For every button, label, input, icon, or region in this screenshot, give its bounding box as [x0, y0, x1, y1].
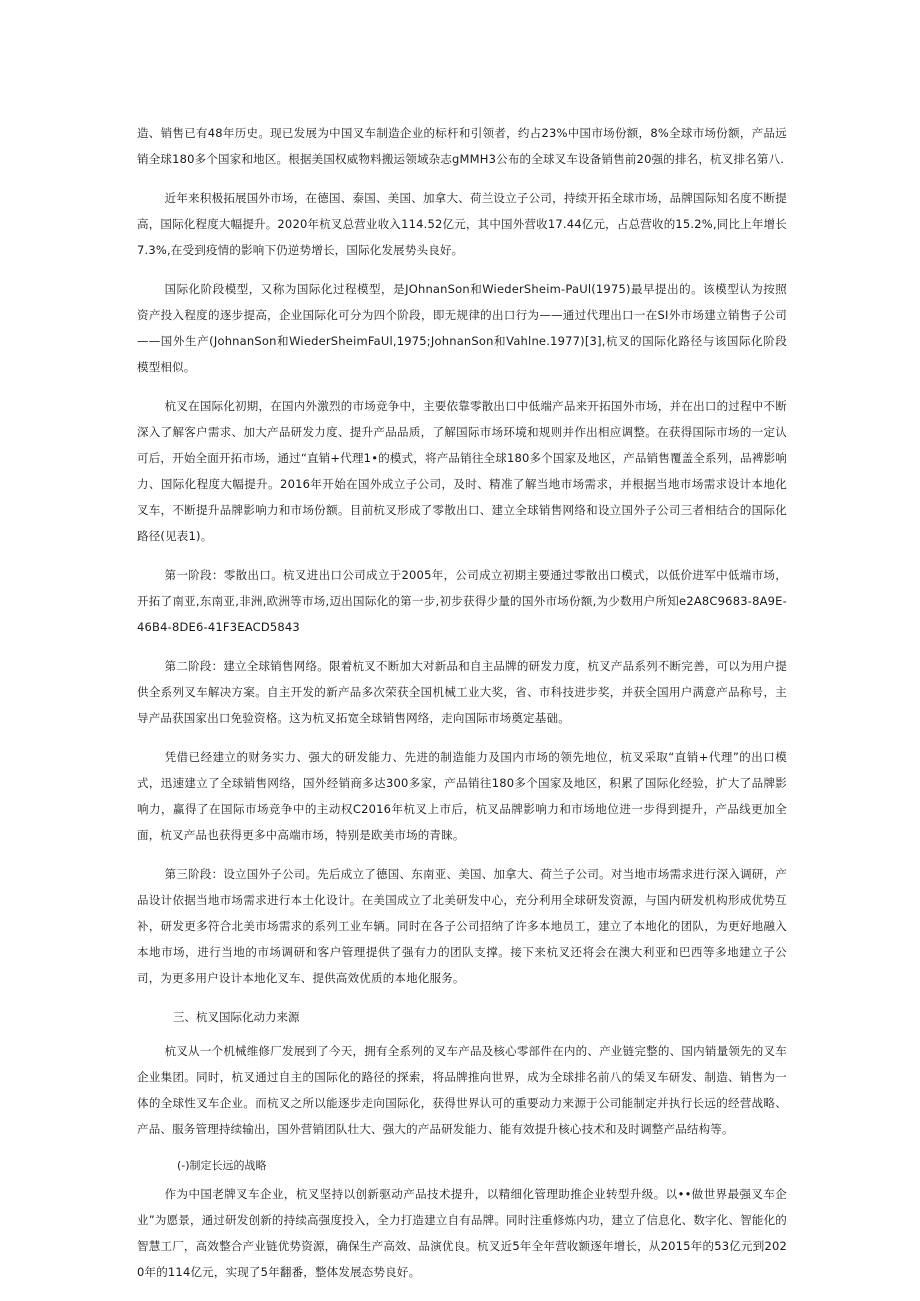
paragraph-long-term-strategy: 作为中国老牌叉车企业，杭叉坚持以创新驱动产品技术提升，以精细化管理助推企业转型升级。以••做世界最强叉车企业”为愿景，通过研发创新的持续高强度投入，全力打造建立自有品牌。同时注重修炼内功，建立了信息化、数字化、智能化的智慧工厂，高效整合产业链优势资源，确保生产高效、品演优良。杭叉近5年全年营收额逐年增长，从2015年的53亿元到2020年的114亿元，实现了5年翻番，整体发展态势良好。 [137, 1187, 787, 1279]
paragraph-internationalization-path: 杭叉在国际化初期，在国内外激烈的市场竞争中，主要依靠零散出口中低端产品来开拓国外市场，并在出口的过程中不断深入了解客户需求、加大产品研发力度、提升产品品质，了解国际市场环境和规则并作出相应调整。在获得国际市场的一定认可后，开始全面开拓市场，通过“直销+代理1•的模式，将产品销往全球180多个国家及地区，产品销售覆盖全系列，品裨影响力、国际化程度大幅提升。2016年开始在国外成立子公司，及时、精准了解当地市场需求，并根据当地市场需求设计本地化叉车，不断提升品牌影响力和市场份额。目前杭叉形成了零散出口、建立全球销售网络和设立国外子公司三者相结合的国际化路径(见表1)。 [137, 399, 787, 543]
paragraph-global-sales-network: 凭借已经建立的财务实力、强大的研发能力、先进的制造能力及国内市场的领先地位，杭叉采取“直销+代理”的出口模式，迅速建立了全球销售网络，国外经销商多达300多家，产品销往180多个国家及地区，积累了国际化经验，扩大了品牌影响力，赢得了在国际市场竞争中的主动权C2016年杭叉上市后，杭叉品牌影响力和市场地位进一步得到提升，产品线更加全面，杭叉产品也获得更多中高端市场，特别是欧美市场的青睐。 [137, 750, 787, 842]
paragraph-overseas-expansion: 近年来积极拓展国外市场，在德国、泰国、美国、加拿大、荷兰设立子公司，持续开拓全球市场，品牌国际知名度不断提高，国际化程度大幅提升。2020年杭叉总营业收入114.52亿元，其中国外营收17.44亿元，占总营收的15.2%,同比上年增长7.3%,在受到疫情的影响下仍逆势增长，国际化发展势头良好。 [137, 191, 787, 257]
paragraph-driving-forces: 杭叉从一个机械维修厂发展到了今天，拥有全系列的叉车产品及核心零部件在内的、产业链完整的、国内销量领先的叉车企业集团。同时，杭叉通过自主的国际化的路径的探索，将品牌推向世界，成为全球排名前八的栠叉车研发、制造、销售为一体的全球性叉车企业。而杭叉之所以能逐步走向国际化，获得世界认可的重要动力来源于公司能制定并执行长远的经营战略、产品、服务管理持续输出，国外营销团队壮大、强大的产品研发能力、能有效提升核心技术和及时调整产品结构等。 [137, 1044, 787, 1136]
document-page [137, 120, 787, 1298]
section-heading: 三、杭叉国际化动力来源 [173, 1010, 300, 1024]
paragraph-stage-one: 第一阶段：零散出口。杭叉进出口公司成立于2005年，公司成立初期主要通过零散出口模式，以低价进军中低端市场，开拓了南亚,东南亚,非洲,欧洲等市场,迈出国际化的第一步,初步获得少量的国外市场份额,为少数用户所知e2A8C9683-8A9E-46B4-8DE6-41F3EACD5843 [137, 568, 787, 634]
paragraph-stage-model: 国际化阶段模型，又称为国际化过程模型，是JOhnanSon和WiederSheim-PaUl(1975)最早提出的。该模型认为按照资产投入程度的逐步提高，企业国际化可分为四个阶段，即无规律的出口行为——通过代理出口一在SI外市场建立销售子公司——国外生产(JohnanSon和WiederSheimFaUl,1975;JohnanSon和Vahlne.1977)[3],杭叉的国际化路径与该国际化阶段模型相似。 [137, 282, 787, 374]
subsection-heading: (-)制定长远的战略 [177, 1159, 267, 1172]
paragraph-stage-two: 第二阶段：建立全球销售网络。限着杭叉不断加大对新品和自主品牌的研发力度，杭叉产品系列不断完善，可以为用户提供全系列叉车解决方案。自主开发的新产品多次荣获全国机械工业大奖，省、市科技进步奖，并获全国用户满意产品称号，主导产品获国家出口免验资格。这为杭叉拓宽全球销售网络，走向国际市场奠定基础。 [137, 659, 787, 725]
paragraph-company-overview: 造、销售已有48年历史。现已发展为中国叉车制造企业的标杆和引领者，约占23%中国市场份额，8%全球市场份额，产品远销全球180多个国家和地区。根据美国权威物料搬运领域杂志gMMH3公布的全球叉车设备销售前20强的排名，杭叉排名第八. [137, 126, 787, 166]
paragraph-stage-three: 第三阶段：设立国外子公司。先后成立了德国、东南亚、美国、加拿大、荷兰子公司。对当地市场需求进行深入调研，产品设计依据当地市场需求进行本土化设计。在美国成立了北美研发中心，充分利用全球研发资源，与国内研发机构形成优势互补，研发更多符合北美市场需求的系列工业车辆。同时在各子公司招纳了许多本地员工，建立了本地化的团队，为更好地融入本地市场，进行当地的市场调研和客户管理提供了强有力的团队支撑。接下来杭叉还将会在澳大利亚和巴西等多地建立子公司，为更多用户设计本地化叉车、提供高效优质的本地化服务。 [137, 867, 787, 985]
